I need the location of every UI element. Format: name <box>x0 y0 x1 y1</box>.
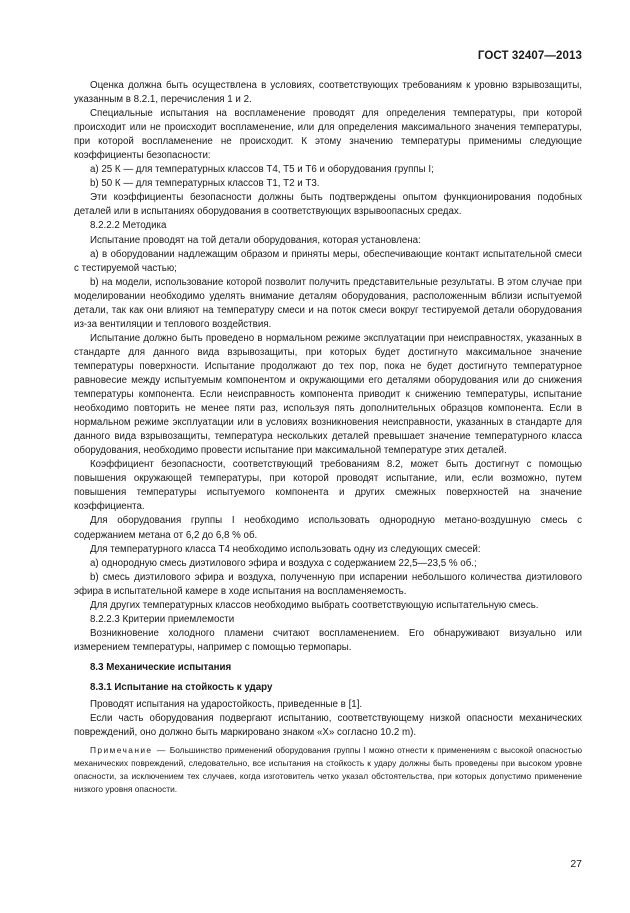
paragraph: Коэффициент безопасности, соответствующий требованиям 8.2, может быть достигнут с помощью повышения окружающей температуры, при которой проводят испытание, или, если возможно, путем повышения температуры испытуемого компонента и других смежных поверхностей на значение коэффициента. <box>74 459 582 513</box>
clause-heading: 8.2.2.3 Критерии приемлемости <box>90 613 235 625</box>
list-item: b) 50 К — для температурных классов Т1, Т2 и Т3. <box>90 178 320 190</box>
paragraph: Для оборудования группы I необходимо использовать однородную метано-воздушную смесь с содержанием метана от 6,2 до 6,8 % об. <box>74 515 582 541</box>
section-heading: 8.3 Механические испытания <box>90 661 232 673</box>
document-body <box>74 79 582 796</box>
note <box>74 744 582 796</box>
list-item: b) смесь диэтилового эфира и воздуха, полученную при испарении небольшого количества диэтилового эфира в испытательной камере в ходе испытания на воспламеняемость. <box>74 571 582 597</box>
paragraph: Возникновение холодного пламени считают воспламенением. Его обнаруживают визуально или измерением температуры, например с помощью термопары. <box>74 627 582 653</box>
paragraph: Испытание проводят на той детали оборудования, которая установлена: <box>90 234 421 246</box>
list-item: b) на модели, использование которой позволит получить представительные результаты. В этом случае при моделировании необходимо уделять внимание деталям оборудования, расположенным вблизи испытуемой детали, так как они влияют на температуру смеси и на поток смеси вокруг тестируемой детали оборудования из-за вентиляции и теплового воздействия. <box>74 276 582 330</box>
list-item: a) в оборудовании надлежащим образом и приняты меры, обеспечивающие контакт испытательной смеси с тестируемой частью; <box>74 248 582 274</box>
document-header-id: ГОСТ 32407—2013 <box>477 50 582 62</box>
list-item: a) однородную смесь диэтилового эфира и воздуха с содержанием 22,5—23,5 % об.; <box>90 557 477 569</box>
page-number: 27 <box>570 858 582 870</box>
paragraph: Для других температурных классов необходимо выбрать соответствующую испытательную смесь. <box>90 599 539 611</box>
paragraph: Испытание должно быть проведено в нормальном режиме эксплуатации при неисправностях, указанных в стандарте для данного вида взрывозащиты, при которых будет достигнуто максимальное значение температуры поверхности. Испытание продолжают до тех пор, пока не будет достигнуто температурное равновесие между испытуемым компонентом и окружающими его деталями оборудования или до снижения температуры компонента. Если неисправность компонента приводит к снижению температуры, испытание необходимо повторить не менее пяти раз, используя пять дополнительных образцов компонента. Если в нормальном режиме эксплуатации или в условиях возникновения неисправности, указанных в стандарте для данного вида взрывозащиты, температура нескольких деталей превышает значение температурного класса оборудования, необходимо провести испытание при максимальной температуре этих деталей. <box>74 332 582 457</box>
subsection-heading: 8.3.1 Испытание на стойкость к удару <box>90 681 273 693</box>
paragraph: Специальные испытания на воспламенение проводят для определения температуры, при которой происходит или не происходит воспламенение, или для определения максимального значения температуры, при которой воспламенение не происходит. К этому значению температуры применимы следующие коэффициенты безопасности: <box>74 108 582 162</box>
paragraph: Оценка должна быть осуществлена в условиях, соответствующих требованиям к уровню взрывозащиты, указанным в 8.2.1, перечисления 1 и 2. <box>74 80 582 106</box>
clause-heading: 8.2.2.2 Методика <box>90 220 167 232</box>
paragraph: Если часть оборудования подвергают испытанию, соответствующему низкой опасности механических повреждений, оно должно быть маркировано знаком «X» согласно 10.2 m). <box>74 713 582 739</box>
note-text: Большинство применений оборудования группы I можно отнести к применениям с высокой опасностью механических повреждений, следовательно, все испытания на стойкость к удару должны быть проведены при высоком уровне опасности, за исключением тех случаев, когда изготовитель четко указал обстоятельства, при которых допустимо применение низкого уровня опасности. <box>74 745 583 795</box>
paragraph: Проводят испытания на ударостойкость, приведенные в [1]. <box>90 699 363 711</box>
note-lead: Примечание — <box>90 745 167 756</box>
list-item: a) 25 К — для температурных классов Т4, Т5 и Т6 и оборудования группы I; <box>90 164 434 176</box>
paragraph: Для температурного класса Т4 необходимо использовать одну из следующих смесей: <box>90 543 481 555</box>
paragraph: Эти коэффициенты безопасности должны быть подтверждены опытом функционирования подобных деталей или в испытаниях оборудования в соответствующих взрывоопасных средах. <box>74 192 582 218</box>
